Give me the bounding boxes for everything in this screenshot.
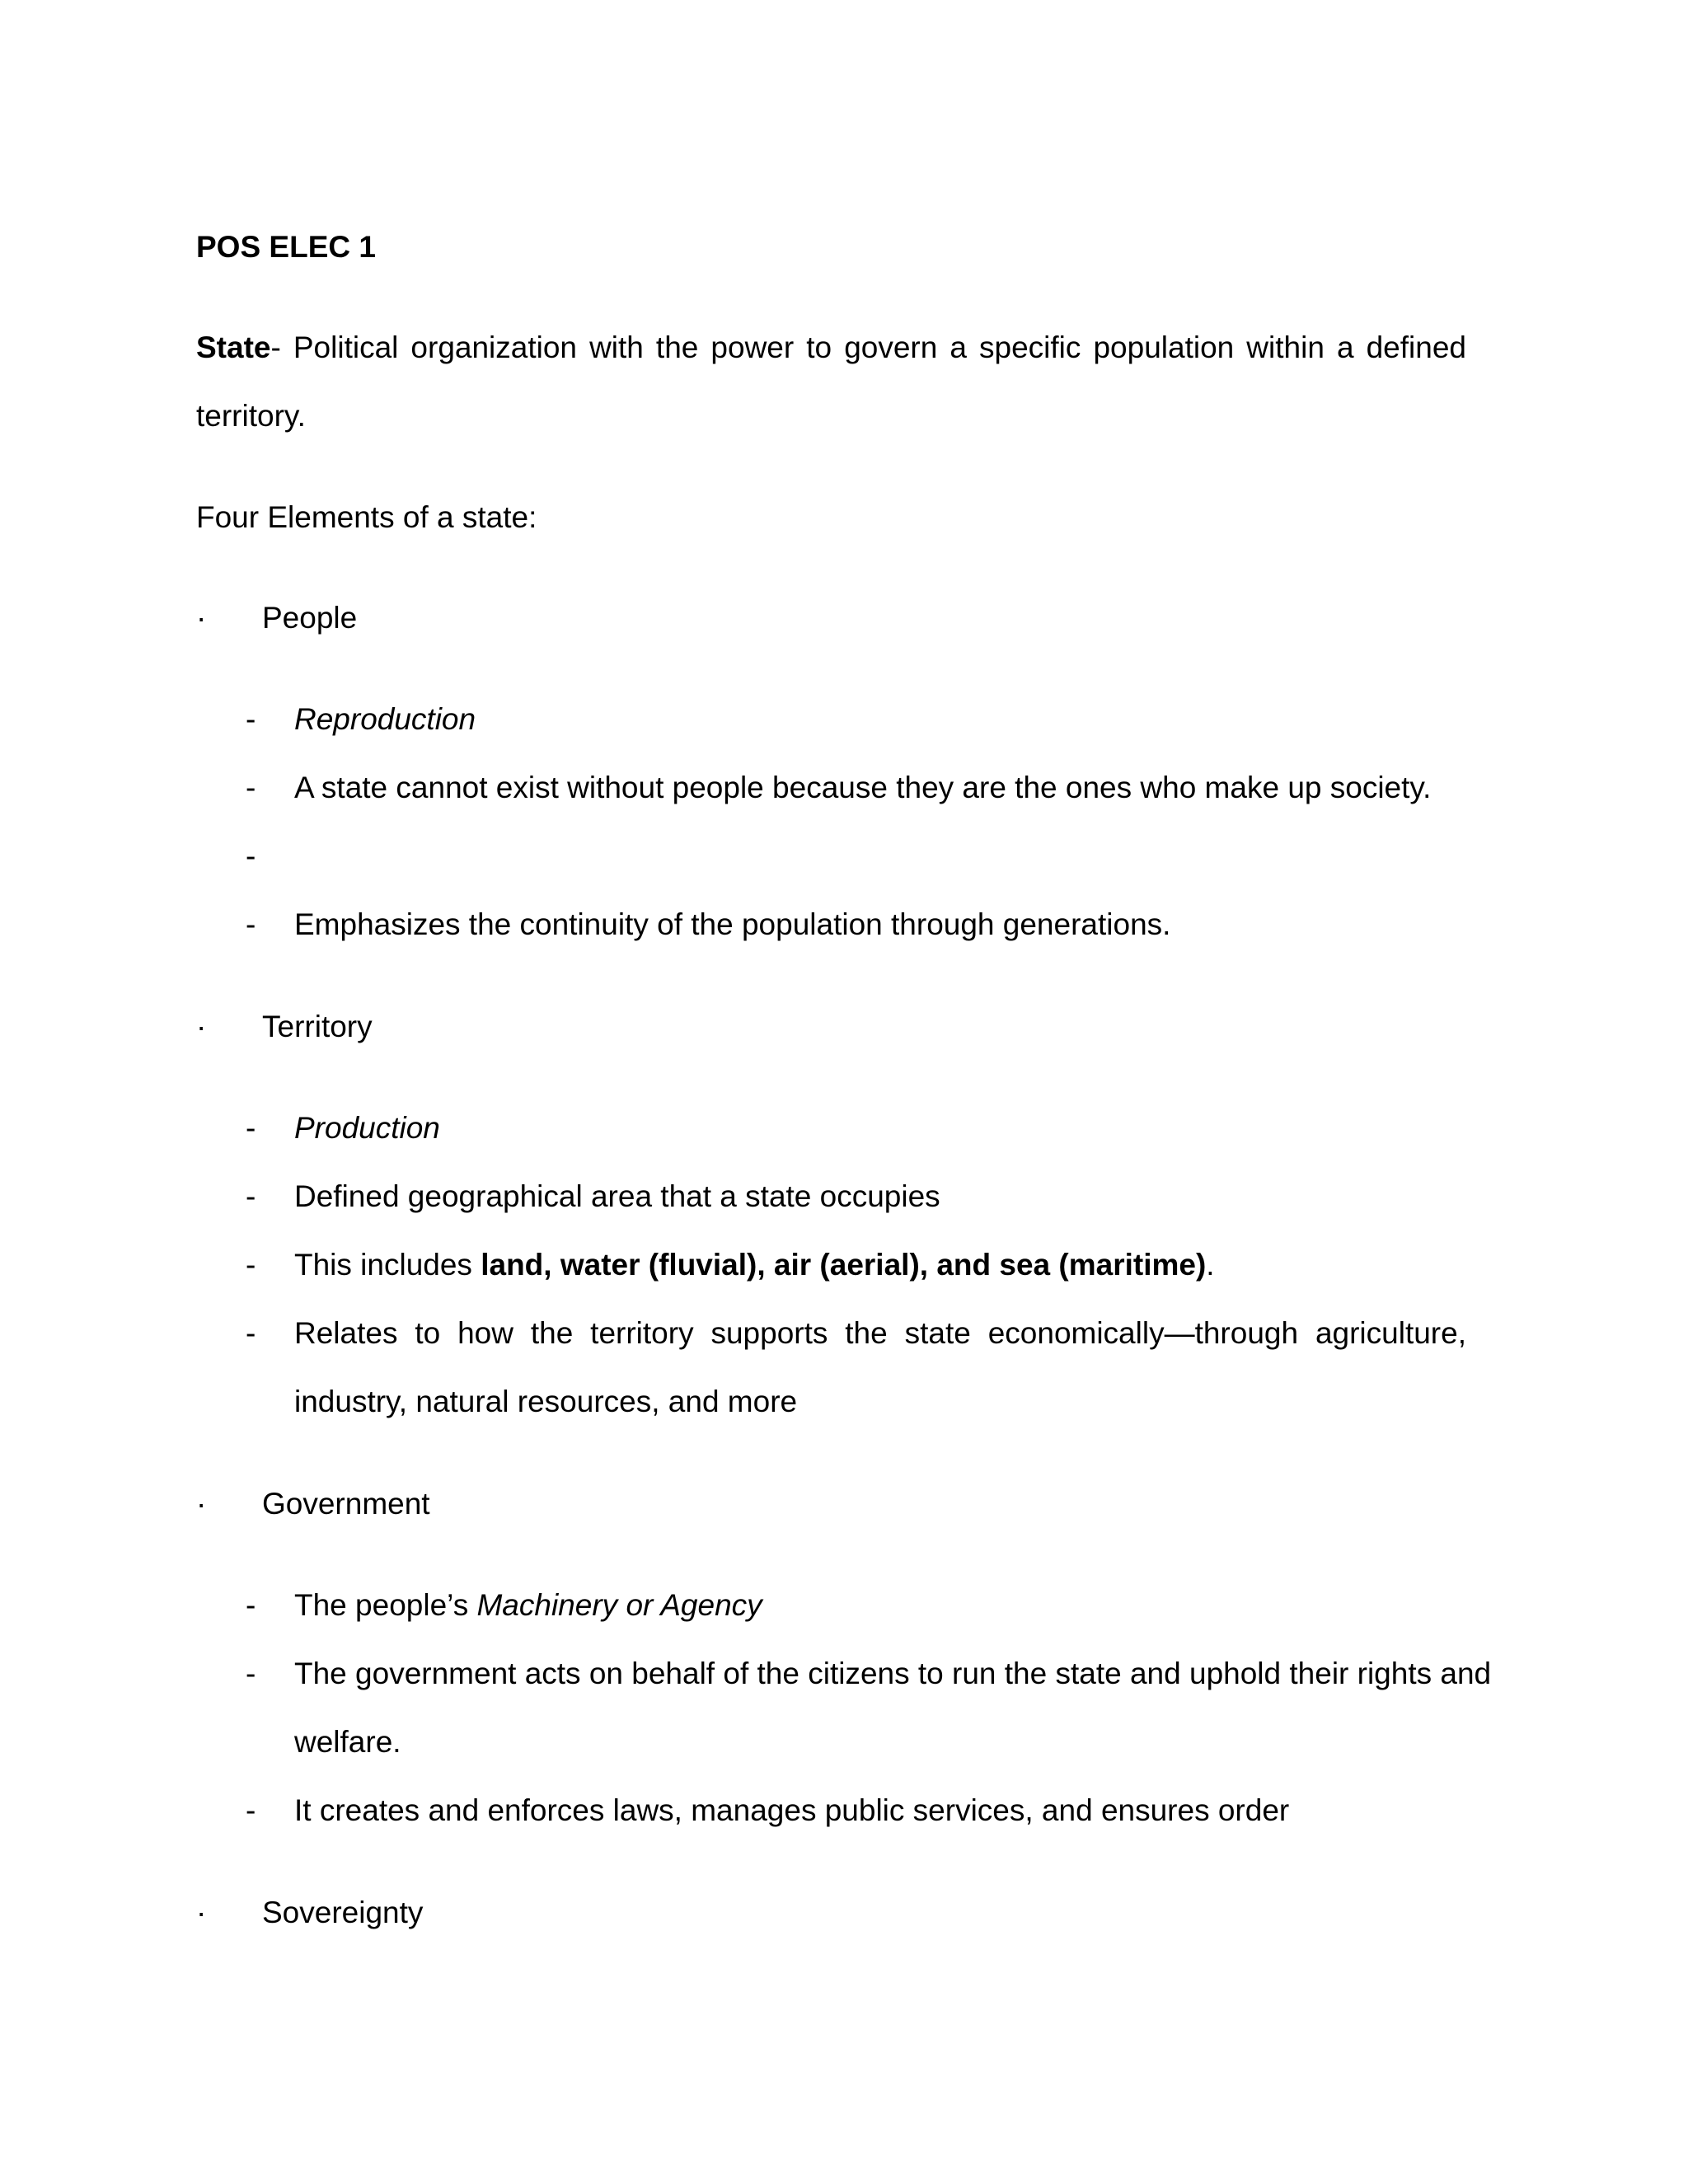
dash-icon: - [246, 839, 256, 873]
item-italic-text: Machinery or Agency [476, 1588, 762, 1622]
definition-text: - Political organization with the power to govern a specific population within a defined [270, 330, 1466, 364]
list-item-line2: industry, natural resources, and more [294, 1385, 798, 1418]
document-title: POS ELEC 1 [196, 230, 376, 264]
definition-term: State [196, 330, 271, 364]
bullet-icon: · [196, 1487, 207, 1521]
item-prefix: This includes [294, 1248, 481, 1282]
list-item-line1: The government acts on behalf of the citizens to run the state and uphold their rights and [294, 1657, 1492, 1690]
dash-icon: - [246, 771, 256, 804]
list-item: Defined geographical area that a state occupies [294, 1179, 940, 1213]
dash-icon: - [246, 907, 256, 941]
section-title-sovereignty: Sovereignty [262, 1896, 424, 1929]
state-definition-line1 [196, 330, 1466, 366]
bullet-icon: · [196, 601, 207, 635]
list-item: Reproduction [294, 702, 476, 736]
item-bold-text: land, water (fluvial), air (aerial), and sea (maritime) [481, 1248, 1207, 1282]
dash-icon: - [246, 702, 256, 736]
bullet-icon: · [196, 1896, 207, 1929]
list-item [294, 1587, 762, 1624]
bullet-icon: · [196, 1010, 207, 1043]
list-item: A state cannot exist without people because they are the ones who make up society. [294, 771, 1432, 804]
list-item: It creates and enforces laws, manages public services, and ensures order [294, 1793, 1290, 1827]
dash-icon: - [246, 1111, 256, 1145]
list-item-line2: welfare. [294, 1725, 401, 1759]
list-item-line1: Relates to how the territory supports the state economically—through agriculture, [294, 1316, 1466, 1350]
dash-icon: - [246, 1248, 256, 1282]
state-definition-line2: territory. [196, 399, 306, 433]
section-title-government: Government [262, 1487, 430, 1521]
dash-icon: - [246, 1793, 256, 1827]
dash-icon: - [246, 1588, 256, 1622]
item-suffix: . [1206, 1248, 1215, 1282]
dash-icon: - [246, 1316, 256, 1350]
section-title-people: People [262, 601, 358, 635]
dash-icon: - [246, 1179, 256, 1213]
list-item [294, 1247, 1215, 1283]
section-title-territory: Territory [262, 1010, 373, 1043]
dash-icon: - [246, 1657, 256, 1690]
item-prefix: The people’s [294, 1588, 477, 1622]
elements-heading: Four Elements of a state: [196, 500, 537, 534]
list-item: Emphasizes the continuity of the population through generations. [294, 907, 1171, 941]
list-item: Production [294, 1111, 440, 1145]
